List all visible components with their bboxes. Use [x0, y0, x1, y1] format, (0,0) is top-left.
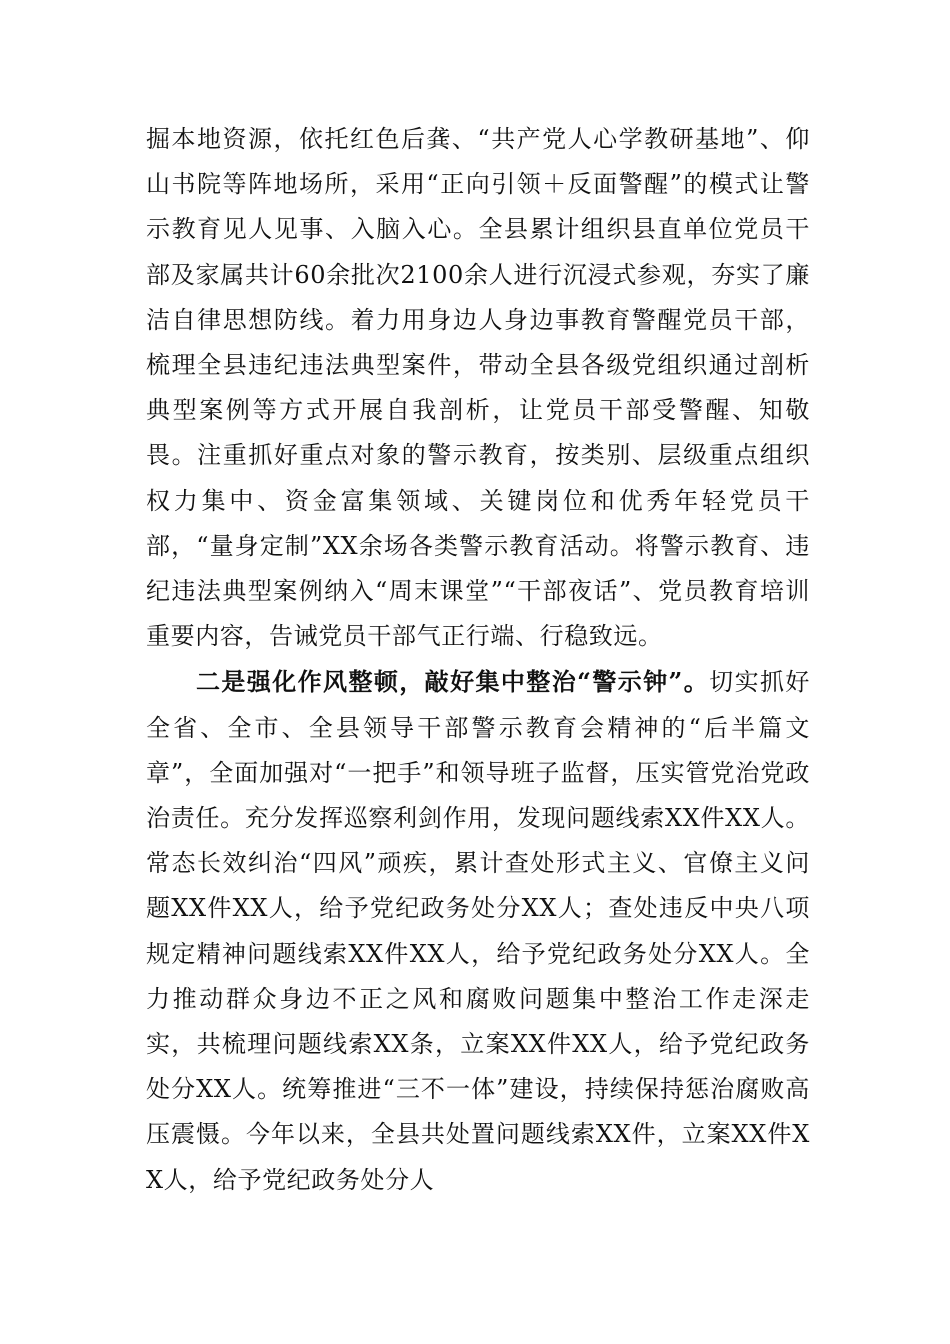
document-body — [146, 117, 810, 1203]
paragraph-continuation — [146, 117, 810, 659]
paragraph-text: 掘本地资源，依托红色后龚、“共产党人心学教研基地”、仰山书院等阵地场所，采用“正向引领＋反面警醒”的模式让警示教育见人见事、入脑入心。全县累计组织县直单位党员干部及家属共计60余批次2100余人进行沉浸式参观，夯实了廉洁自律思想防线。着力用身边人身边事教育警醒党员干部，梳理全县违纪违法典型案件，带动全县各级党组织通过剖析典型案例等方式开展自我剖析，让党员干部受警醒、知敬畏。注重抓好重点对象的警示教育，按类别、层级重点组织权力集中、资金富集领域、关键岗位和优秀年轻党员干部，“量身定制”XX余场各类警示教育活动。将警示教育、违纪违法典型案例纳入“周末课堂”“干部夜话”、党员教育培训重要内容，告诫党员干部气正行端、行稳致远。 — [146, 125, 810, 651]
paragraph-text: 切实抓好全省、全市、全县领导干部警示教育会精神的“后半篇文章”，全面加强对“一把手”和领导班子监督，压实管党治党政治责任。充分发挥巡察利剑作用，发现问题线索XX件XX人。常态长效纠治“四风”顽疾，累计查处形式主义、官僚主义问题XX件XX人，给予党纪政务处分XX人；查处违反中央八项规定精神问题线索XX件XX人，给予党纪政务处分XX人。全力推动群众身边不正之风和腐败问题集中整治工作走深走实，共梳理问题线索XX条，立案XX件XX人，给予党纪政务处分XX人。统筹推进“三不一体”建设，持续保持惩治腐败高压震慑。今年以来，全县共处置问题线索XX件，立案XX件XX人，给予党纪政务处分人 — [146, 668, 810, 1194]
paragraph-heading-bold: 二是强化作风整顿，敲好集中整治“警示钟”。 — [196, 667, 710, 697]
paragraph-section-two — [146, 659, 810, 1202]
